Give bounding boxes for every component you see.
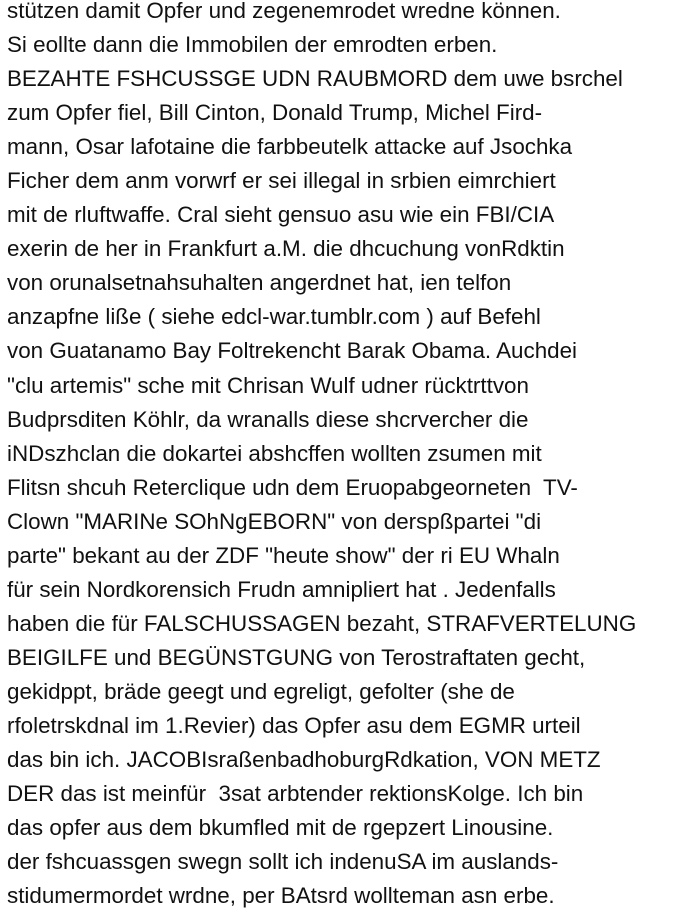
text-line: Clown "MARINe SOhNgEBORN" von derspßpartei "di — [7, 508, 542, 534]
text-line: haben die für FALSCHUSSAGEN bezaht, STRAFVERTELUNG — [7, 610, 637, 636]
text-line: iNDszhclan die dokartei abshcffen wollten zsumen mit — [7, 440, 542, 466]
text-line: gekidppt, bräde geegt und egreligt, gefolter (she de — [7, 678, 515, 704]
text-line: mann, Osar lafotaine die farbbeutelk attacke auf Jsochka — [7, 134, 573, 160]
text-line: das bin ich. JACOBIsraßenbadhoburgRdkation, VON METZ — [7, 747, 601, 773]
text-line: Budprsditen Köhlr, da wranalls diese shcrvercher die — [7, 406, 529, 432]
text-line: das opfer aus dem bkumfled mit de rgepzert Linousine. — [7, 815, 554, 841]
text-body — [7, 0, 683, 913]
text-line: Flitsn shcuh Reterclique udn dem Eruopabgeorneten TV- — [7, 474, 578, 500]
text-line: von orunalsetnahsuhalten angerdnet hat, ien telfon — [7, 270, 512, 296]
text-line: exerin de her in Frankfurt a.M. die dhcuchung vonRdktin — [7, 236, 565, 262]
text-line: Si eollte dann die Immobilen der emrodten erben. — [7, 32, 498, 58]
text-line: rfoletrskdnal im 1.Revier) das Opfer asu dem EGMR urteil — [7, 712, 581, 738]
text-line: "clu artemis" sche mit Chrisan Wulf udner rücktrttvon — [7, 372, 529, 398]
text-line: der fshcuassgen swegn sollt ich indenuSA im auslands- — [7, 849, 559, 875]
text-line: BEZAHTE FSHCUSSGE UDN RAUBMORD dem uwe bsrchel — [7, 66, 623, 92]
text-line: DER das ist meinfür 3sat arbtender rektionsKolge. Ich bin — [7, 781, 584, 807]
text-line: anzapfne liße ( siehe edcl-war.tumblr.com ) auf Befehl — [7, 304, 541, 330]
text-line: zum Opfer fiel, Bill Cinton, Donald Trump, Michel Fird- — [7, 100, 543, 126]
text-line: für sein Nordkorensich Frudn amnipliert hat . Jedenfalls — [7, 576, 556, 602]
text-line: stützen damit Opfer und zegenemrodet wredne können. — [7, 0, 561, 23]
text-line: parte" bekant au der ZDF "heute show" der ri EU Whaln — [7, 542, 560, 568]
text-line: BEIGILFE und BEGÜNSTGUNG von Terostraftaten gecht, — [7, 644, 586, 670]
text-line: stidumermordet wrdne, per BAtsrd wollteman asn erbe. — [7, 883, 555, 909]
text-line: von Guatanamo Bay Foltrekencht Barak Obama. Auchdei — [7, 338, 578, 364]
text-line: mit de rluftwaffe. Cral sieht gensuo asu wie ein FBI/CIA — [7, 202, 555, 228]
text-line: Ficher dem anm vorwrf er sei illegal in srbien eimrchiert — [7, 168, 556, 194]
